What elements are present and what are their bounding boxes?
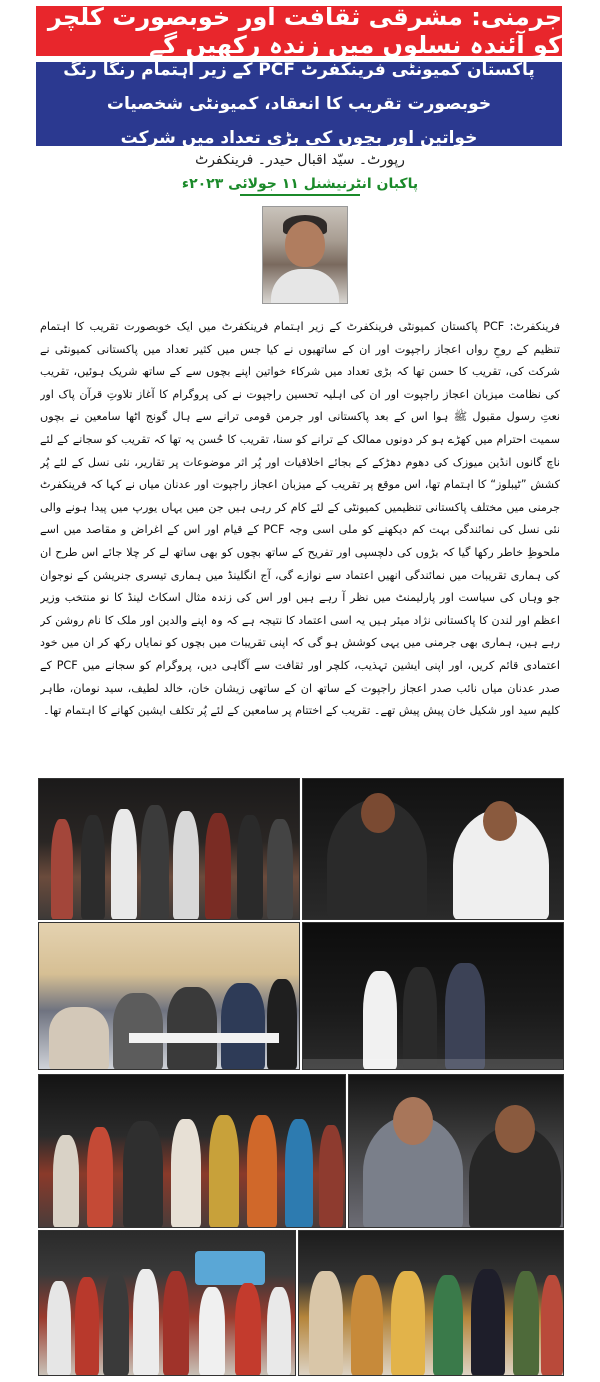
photo-face: [483, 801, 517, 841]
photo-sign-board: [195, 1251, 265, 1285]
photo-figure: [267, 1287, 291, 1376]
dateline-text: پاکبان انٹرنیشنل ۱۱ جولائی ۲۰۲۳ء: [181, 176, 419, 192]
photo-table: [129, 1033, 279, 1043]
dateline: [0, 176, 600, 196]
subheadline-line-1: پاکستان کمیونٹی فرینکفرٹ PCF کے زیر اہتمام رنگا رنگ خوبصورت تقریب کا انعقاد، کمیونٹی شخصیات: [63, 60, 535, 114]
photo-figure: [391, 1271, 425, 1376]
photo-figure: [199, 1287, 225, 1376]
byline: رپورٹ۔ سیّد اقبال حیدر۔ فرینکفرٹ: [195, 152, 405, 168]
photo-figure: [403, 967, 437, 1070]
portrait-shirt: [271, 269, 339, 303]
photo-figure: [205, 813, 231, 920]
photo-figure: [133, 1269, 159, 1376]
photo-figure: [75, 1277, 99, 1376]
photo-figure: [53, 1135, 79, 1228]
photo-figure: [113, 993, 163, 1070]
reporter-portrait: [262, 206, 348, 304]
photo-figure: [285, 1119, 313, 1228]
photo-figure: [141, 805, 169, 920]
photo-figure: [47, 1281, 71, 1376]
photo-speakers-microphone: [302, 778, 564, 920]
photo-figure: [237, 815, 263, 920]
photo-figure: [319, 1125, 343, 1228]
photo-figure: [173, 811, 199, 920]
subheadline-line-2: خواتین اور بچوں کی بڑی تعداد میں شرکت: [120, 128, 478, 148]
photo-figure: [111, 809, 137, 920]
dateline-underline: [240, 194, 360, 196]
headline-text: جرمنی: مشرقی ثقافت اور خوبصورت کلچر کو آئندہ نسلوں میں زندہ رکھیں گے: [47, 3, 562, 59]
photo-figure: [209, 1115, 239, 1228]
photo-figure: [81, 815, 105, 920]
photo-stage: [303, 1059, 563, 1069]
photo-figure: [51, 819, 73, 920]
photo-figure: [163, 1271, 189, 1376]
photo-figure: [123, 1121, 163, 1228]
photo-children-stage-group: [38, 1230, 296, 1376]
photo-girls-traditional-dress: [298, 1230, 564, 1376]
photo-figure: [103, 1273, 129, 1376]
photo-children-performance: [38, 1074, 346, 1228]
photo-figure: [49, 1007, 109, 1070]
photo-figure: [445, 963, 485, 1070]
photo-figure: [433, 1275, 463, 1376]
photo-figure: [267, 819, 293, 920]
photo-figure: [351, 1275, 383, 1376]
photo-figure: [541, 1275, 563, 1376]
photo-figure: [513, 1271, 539, 1376]
photo-face: [361, 793, 395, 833]
photo-guests-standing: [38, 778, 300, 920]
photo-audience-seated: [38, 922, 300, 1070]
headline-banner: [36, 3, 562, 59]
photo-two-men-portrait: [348, 1074, 564, 1228]
photo-face: [393, 1097, 433, 1145]
article-body: فرینکفرٹ: PCF پاکستان کمیونٹی فرینکفرٹ کے زیر اہتمام فرینکفرٹ میں ایک خوبصورت تقریب کا اہتمام تنظیم کے روحِ رواں اعجاز راجپوت اور ان کے ساتھیوں نے کیا جس میں کثیر تعداد میں پاکستانی کمیونٹی نے شرکت کی، تقریب کا حسن تھا کہ بڑی تعداد میں شرکاء خواتین اپنے بچوں سے کے ساتھ شریک ہوئیں، تقریب کی نظامت میزبان اعجاز راجپوت اور ان کی اہلیہ تحسین راجپوت نے کی پروگرام کا آغاز تلاوتِ قرآن پاک اور نعتِ رسول مقبول ﷺ ہوا اس کے بعد پاکستانی اور جرمن قومی ترانے سے ہال گونج اٹھا سامعین نے بچوں سمیت احترام میں کھڑے ہو کر دونوں ممالک کے ترانے کو سنا، تقریب کا حُسن یہ تھا کہ تقریب کو سجانے کے لئے ناچ گانوں انڈین میوزک کی دھوم دھڑکے کے بجائے اخلاقیات اور پُر اثر موضوعات پر تقاریر، نئی نسل کے لئے پُر کشش ”ٹیبلوز“ کا اہتمام تھا، اس موقع پر تقریب کے میزبان اعجاز راجپوت اور عدنان میاں نے کہا کہ فرینکفرٹ جرمنی میں مختلف پاکستانی تنظیمیں کمیونٹی کے لئے کام کر رہی ہیں جن میں یہاں یورپ میں پیدا ہونے والی نئی نسل کی نمائندگی بہت کم دیکھنے کو ملی اسی وجہ PCF کے قیام اور اس کے اغراض و مقاصد میں اسے ملحوظِ خاطر رکھا گیا کہ بڑوں کی دلچسپی اور تفریح کے ساتھ بچوں کو بھی ساتھ لے کر چلا جائے اس طرح ان کی ہماری تقریبات میں نمائندگی انھیں اعتماد سے نوازے گی، آج انگلینڈ میں ہماری تیسری جنریشن کے نوجوان جو وہاں کی سیاست اور پارلیمنٹ میں نظر آ رہے ہیں اور اس کی زندہ مثال اسکاٹ لینڈ کا نو منتخب وزیر اعظم اور لندن کا پاکستانی نژاد میئر ہیں یہ اسی اعتماد کا نتیجہ ہے کہ وہ اپنے والدین اور ملک کا نام روشن کر رہے ہیں، ہماری بھی جرمنی میں یہی کوشش ہو گی کہ اپنی تقریبات میں بچوں کو نمایاں رکھ کر ان میں خود اعتمادی قائم کریں، اور اپنی ایشین تہذیب، کلچر اور ثقافت سے آگاہی دیں، پروگرام کو سجانے میں PCF کے صدر عدنان میاں نائب صدر اعجاز راجپوت کے ساتھ ان کے ساتھی زیشان خان، خالد لطیف، سید نومان، طاہر کلیم سید اور شکیل خان پیش پیش تھے۔ تقریب کے اختتام پر سامعین کے لئے پُر تکلف ایشین کھانے کا اہتمام تھا۔: [40, 320, 560, 718]
photo-figure: [171, 1119, 201, 1228]
subheadline-banner: [36, 62, 562, 146]
photo-figure: [471, 1269, 505, 1376]
portrait-face: [285, 221, 325, 267]
photo-figure: [267, 979, 297, 1070]
photo-figure: [309, 1271, 343, 1376]
photo-face: [495, 1105, 535, 1153]
photo-figure: [247, 1115, 277, 1228]
photo-stage-speakers: [302, 922, 564, 1070]
photo-figure: [167, 987, 217, 1070]
photo-figure: [221, 983, 265, 1070]
photo-figure: [235, 1283, 261, 1376]
photo-figure: [87, 1127, 113, 1228]
photo-figure: [363, 971, 397, 1070]
